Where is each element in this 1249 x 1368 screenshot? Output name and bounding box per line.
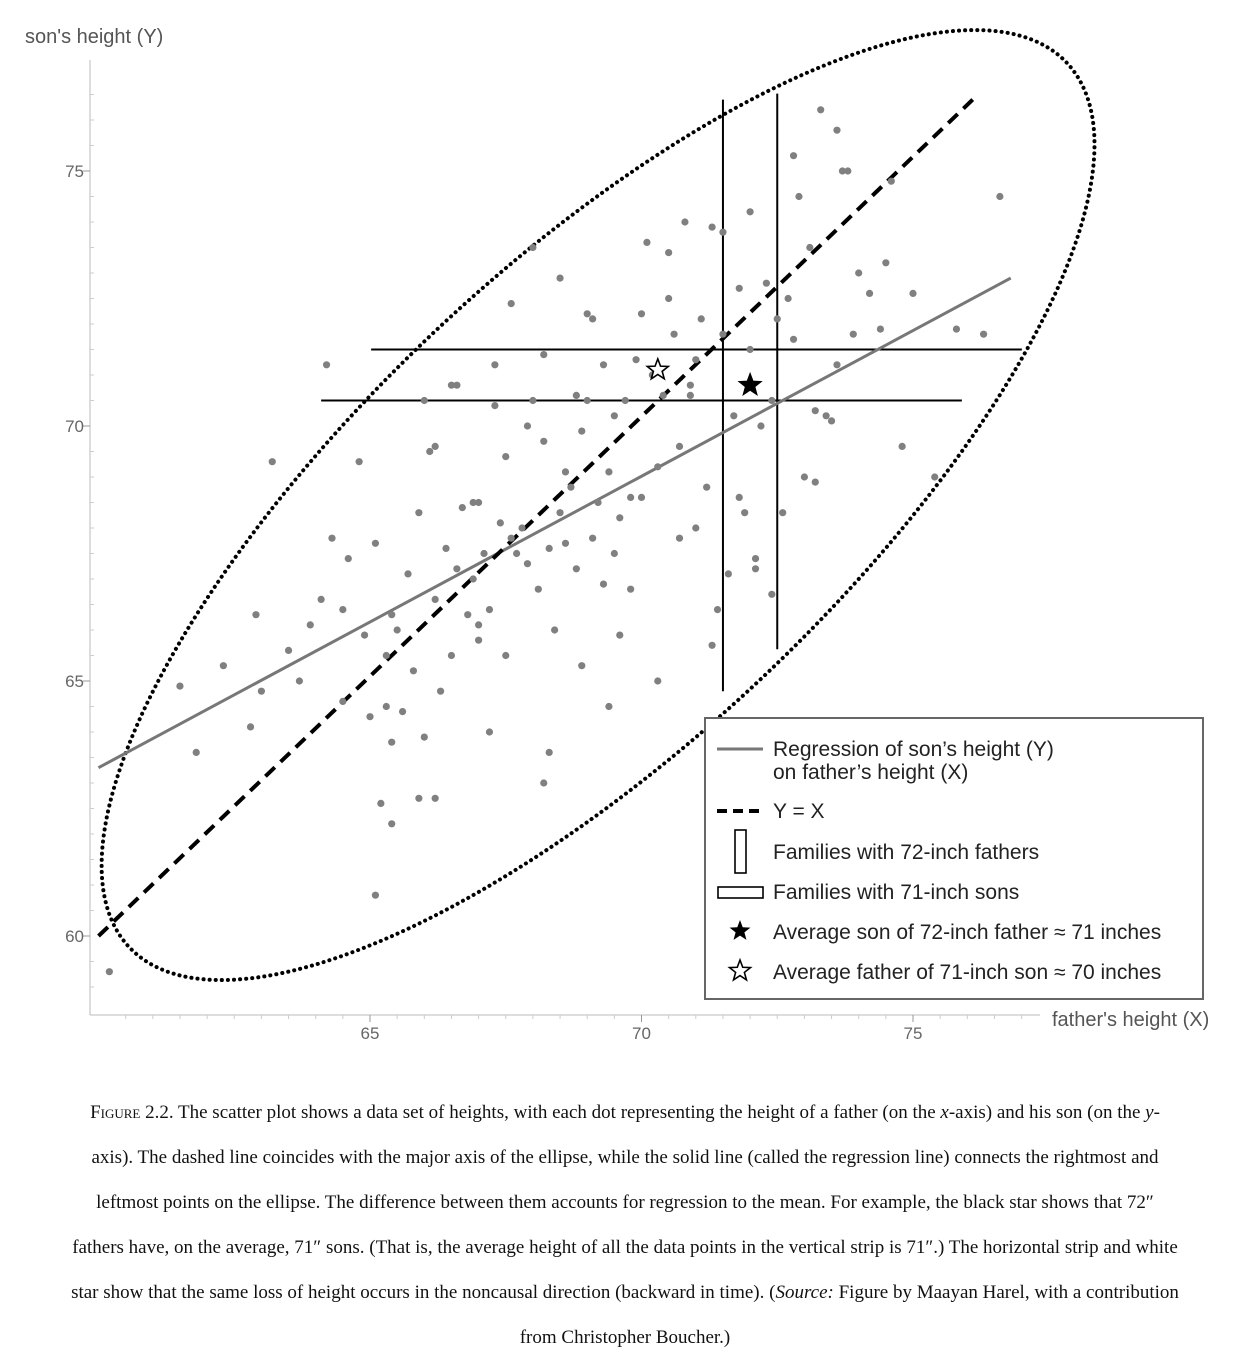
data-point: [725, 570, 732, 577]
data-point: [372, 540, 379, 547]
data-point: [714, 606, 721, 613]
data-point: [763, 280, 770, 287]
data-point: [692, 356, 699, 363]
average-son-star: [740, 374, 761, 394]
data-point: [866, 290, 873, 297]
data-point: [817, 106, 824, 113]
data-point: [356, 458, 363, 465]
data-point: [752, 555, 759, 562]
data-point: [681, 218, 688, 225]
data-point: [692, 524, 699, 531]
data-point: [687, 392, 694, 399]
data-point: [470, 575, 477, 582]
data-point: [546, 545, 553, 552]
data-point: [676, 535, 683, 542]
caption-source-label: Source:: [775, 1282, 834, 1303]
data-point: [491, 361, 498, 368]
data-point: [339, 606, 346, 613]
data-point: [996, 193, 1003, 200]
data-point: [307, 621, 314, 628]
data-point: [823, 412, 830, 419]
data-point: [687, 382, 694, 389]
legend-symbol-tall-rectangle: [735, 830, 746, 873]
data-point: [785, 295, 792, 302]
data-point: [556, 509, 563, 516]
data-point: [670, 331, 677, 338]
data-point: [415, 509, 422, 516]
data-point: [383, 703, 390, 710]
x-axis-label: father's height (X): [1052, 1009, 1210, 1031]
data-point: [638, 494, 645, 501]
data-point: [437, 688, 444, 695]
data-point: [366, 713, 373, 720]
data-point: [432, 596, 439, 603]
data-point: [345, 555, 352, 562]
data-point: [421, 734, 428, 741]
data-point: [453, 565, 460, 572]
data-point: [768, 591, 775, 598]
caption-text-3: -axis). The dashed line coincides with the major axis of the ellipse, while the solid line (called the regression line) connects the rightmost and leftmost points on the ellipse. The difference between them accounts for regression to the mean. For example, the black star shows that 72″ fathers have, on the average, 71″ sons. (That is, the average height of all the data points in the vertical strip is 71″.) The horizontal strip and white star show that the same loss of height occurs in the noncausal direction (backward in time). (: [71, 1102, 1178, 1303]
data-point: [551, 626, 558, 633]
data-point: [736, 494, 743, 501]
data-point: [258, 688, 265, 695]
legend: [705, 718, 1203, 999]
data-point: [491, 402, 498, 409]
data-point: [616, 632, 623, 639]
legend-label: Y = X: [773, 800, 825, 823]
x-tick-label: 65: [360, 1024, 380, 1043]
y-axis-label: son's height (Y): [25, 26, 164, 48]
data-point: [394, 626, 401, 633]
data-point: [703, 484, 710, 491]
data-point: [850, 331, 857, 338]
data-point: [486, 728, 493, 735]
data-point: [323, 361, 330, 368]
data-point: [518, 524, 525, 531]
data-point: [953, 326, 960, 333]
data-point: [589, 315, 596, 322]
caption-text-4: Figure by Maayan Harel, with a contribution from Christopher Boucher.): [519, 1282, 1179, 1348]
data-point: [654, 677, 661, 684]
data-point: [611, 550, 618, 557]
data-point: [774, 315, 781, 322]
data-point: [529, 397, 536, 404]
data-point: [193, 749, 200, 756]
data-point: [741, 509, 748, 516]
data-point: [605, 703, 612, 710]
x-tick-label: 75: [903, 1024, 923, 1043]
data-point: [497, 519, 504, 526]
data-point: [779, 509, 786, 516]
data-point: [546, 749, 553, 756]
data-point: [432, 795, 439, 802]
data-point: [556, 275, 563, 282]
data-point: [540, 779, 547, 786]
data-point: [475, 637, 482, 644]
data-point: [801, 473, 808, 480]
data-point: [361, 632, 368, 639]
data-point: [584, 310, 591, 317]
y-tick-label: 75: [65, 162, 84, 181]
data-point: [524, 560, 531, 567]
data-point: [410, 667, 417, 674]
data-point: [573, 565, 580, 572]
data-point: [448, 652, 455, 659]
data-point: [616, 514, 623, 521]
regression-line: [99, 278, 1011, 768]
data-point: [600, 581, 607, 588]
figure-caption: [70, 1090, 1180, 1360]
data-point: [269, 458, 276, 465]
data-point: [844, 167, 851, 174]
data-point: [426, 448, 433, 455]
data-point: [562, 468, 569, 475]
data-point: [480, 550, 487, 557]
data-point: [730, 412, 737, 419]
data-point: [540, 438, 547, 445]
x-tick-label: 70: [632, 1024, 651, 1043]
data-point: [676, 443, 683, 450]
data-point: [757, 422, 764, 429]
strips-layer: [321, 94, 1022, 692]
data-point: [627, 586, 634, 593]
data-point: [600, 361, 607, 368]
data-point: [540, 351, 547, 358]
data-point: [833, 361, 840, 368]
data-point: [909, 290, 916, 297]
data-point: [421, 397, 428, 404]
legend-label: Regression of son’s height (Y): [773, 738, 1054, 761]
y-tick-label: 60: [65, 927, 84, 946]
data-point: [377, 800, 384, 807]
legend-label: on father’s height (X): [773, 761, 969, 784]
legend-symbol-wide-rectangle: [718, 887, 763, 898]
data-point: [747, 346, 754, 353]
data-point: [698, 315, 705, 322]
data-point: [806, 244, 813, 251]
data-point: [752, 565, 759, 572]
data-point: [535, 586, 542, 593]
data-point: [665, 249, 672, 256]
data-point: [638, 310, 645, 317]
data-point: [622, 397, 629, 404]
data-point: [736, 285, 743, 292]
data-point: [383, 652, 390, 659]
data-point: [654, 463, 661, 470]
data-point: [388, 611, 395, 618]
data-point: [562, 540, 569, 547]
data-point: [388, 739, 395, 746]
data-point: [578, 428, 585, 435]
data-point: [632, 356, 639, 363]
data-point: [795, 193, 802, 200]
data-point: [708, 642, 715, 649]
data-point: [432, 443, 439, 450]
data-point: [399, 708, 406, 715]
data-point: [708, 224, 715, 231]
data-point: [790, 336, 797, 343]
data-point: [513, 550, 520, 557]
data-point: [442, 545, 449, 552]
data-point: [453, 382, 460, 389]
data-point: [833, 127, 840, 134]
legend-label: Families with 72-inch fathers: [773, 841, 1040, 864]
data-point: [372, 892, 379, 899]
data-point: [899, 443, 906, 450]
data-point: [812, 407, 819, 414]
data-point: [888, 178, 895, 185]
data-point: [719, 331, 726, 338]
data-point: [285, 647, 292, 654]
figure-label: Figure: [90, 1102, 141, 1123]
data-point: [665, 295, 672, 302]
data-point: [627, 494, 634, 501]
legend-label: Average son of 72-inch father ≈ 71 inches: [773, 921, 1162, 944]
markers-layer: [647, 359, 760, 394]
data-point: [415, 795, 422, 802]
data-point: [768, 397, 775, 404]
data-point: [502, 453, 509, 460]
data-point: [470, 499, 477, 506]
data-point: [790, 152, 797, 159]
data-point: [328, 535, 335, 542]
data-point: [855, 269, 862, 276]
data-point: [611, 412, 618, 419]
data-point: [220, 662, 227, 669]
data-point: [594, 499, 601, 506]
data-point: [176, 683, 183, 690]
data-point: [318, 596, 325, 603]
data-point: [643, 239, 650, 246]
caption-text-1: The scatter plot shows a data set of heights, with each dot representing the height of a father (on the: [173, 1102, 941, 1123]
data-point: [502, 652, 509, 659]
data-point: [567, 484, 574, 491]
data-point: [589, 535, 596, 542]
data-point: [106, 968, 113, 975]
data-point: [812, 479, 819, 486]
legend-label: Average father of 71-inch son ≈ 70 inches: [773, 961, 1162, 984]
data-point: [584, 397, 591, 404]
data-point: [339, 698, 346, 705]
data-point: [486, 606, 493, 613]
data-point: [660, 392, 667, 399]
caption-text-2: -axis) and his son (on the: [948, 1102, 1146, 1123]
caption-x-variable: x: [940, 1102, 949, 1123]
data-point: [605, 468, 612, 475]
data-point: [877, 326, 884, 333]
data-point: [388, 820, 395, 827]
figure-number: 2.2.: [140, 1102, 174, 1123]
data-point: [296, 677, 303, 684]
data-point: [747, 208, 754, 215]
data-point: [931, 473, 938, 480]
data-point: [404, 570, 411, 577]
caption-y-variable: y: [1145, 1102, 1154, 1123]
data-point: [252, 611, 259, 618]
data-point: [719, 229, 726, 236]
data-point: [828, 417, 835, 424]
legend-label: Families with 71-inch sons: [773, 881, 1020, 904]
data-point: [573, 392, 580, 399]
data-point: [459, 504, 466, 511]
y-tick-label: 70: [65, 417, 84, 436]
data-point: [464, 611, 471, 618]
data-point: [508, 300, 515, 307]
data-point: [980, 331, 987, 338]
y-tick-label: 65: [65, 672, 84, 691]
data-point: [882, 259, 889, 266]
data-point: [524, 422, 531, 429]
data-point: [578, 662, 585, 669]
data-point: [247, 723, 254, 730]
data-point: [529, 244, 536, 251]
data-point: [508, 535, 515, 542]
data-point: [475, 621, 482, 628]
